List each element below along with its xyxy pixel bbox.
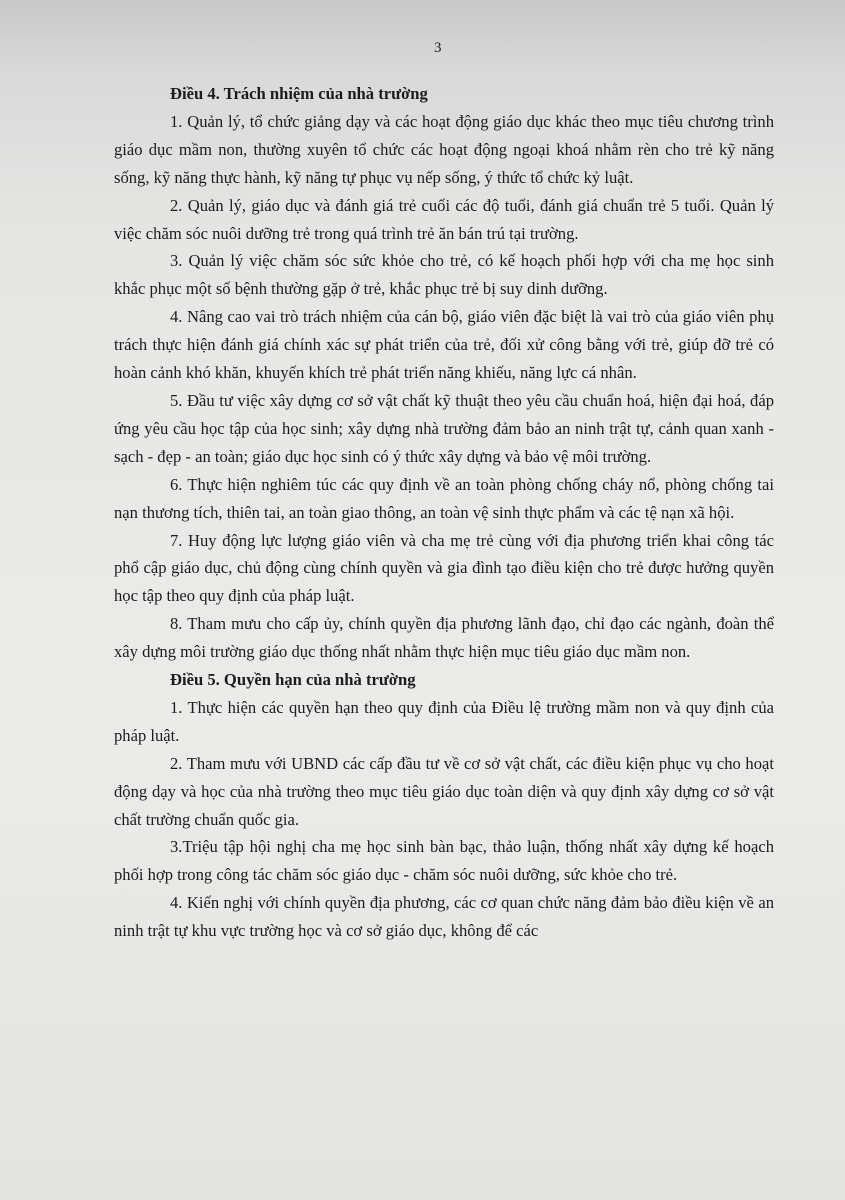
page-number: 3: [434, 40, 442, 56]
article-5-heading: Điều 5. Quyền hạn của nhà trường: [170, 670, 416, 690]
article-4-item-7: 7. Huy động lực lượng giáo viên và cha mẹ trẻ cùng với địa phương triển khai công tác phổ cập giáo dục, chủ động cùng chính quyền và gia đình tạo điều kiện cho trẻ được hưởng quyền học tập theo quy định của pháp luật.: [114, 530, 774, 606]
article-4-item-2: 2. Quản lý, giáo dục và đánh giá trẻ cuối các độ tuổi, đánh giá chuẩn trẻ 5 tuổi. Quản lý việc chăm sóc nuôi dưỡng trẻ trong quá trình trẻ ăn bán trú tại trường.: [114, 195, 774, 243]
document-body: [114, 80, 774, 945]
article-5: [114, 666, 774, 945]
article-5-item-1: 1. Thực hiện các quyền hạn theo quy định của Điều lệ trường mầm non và quy định của pháp luật.: [114, 697, 774, 745]
article-4-item-4: 4. Nâng cao vai trò trách nhiệm của cán bộ, giáo viên đặc biệt là vai trò của giáo viên phụ trách thực hiện đánh giá chính xác sự phát triển của trẻ, đối xử công bằng với trẻ, giúp đỡ trẻ có hoàn cảnh khó khăn, khuyến khích trẻ phát triển năng khiếu, năng lực cá nhân.: [114, 307, 774, 383]
article-4-item-6: 6. Thực hiện nghiêm túc các quy định về an toàn phòng chống cháy nổ, phòng chống tai nạn thương tích, thiên tai, an toàn giao thông, an toàn vệ sinh thực phẩm và các tệ nạn xã hội.: [114, 474, 774, 522]
article-4-item-1: 1. Quản lý, tổ chức giảng dạy và các hoạt động giáo dục khác theo mục tiêu chương trình giáo dục mầm non, thường xuyên tổ chức các hoạt động ngoại khoá nhằm rèn cho trẻ kỹ năng sống, kỹ năng thực hành, kỹ năng tự phục vụ nếp sống, ý thức tổ chức kỷ luật.: [114, 111, 774, 187]
article-4-item-3: 3. Quản lý việc chăm sóc sức khỏe cho trẻ, có kế hoạch phối hợp với cha mẹ học sinh khắc phục một số bệnh thường gặp ở trẻ, khắc phục trẻ bị suy dinh dưỡng.: [114, 251, 774, 299]
article-4-item-8: 8. Tham mưu cho cấp ủy, chính quyền địa phương lãnh đạo, chỉ đạo các ngành, đoàn thể xây dựng môi trường giáo dục thống nhất nhằm thực hiện mục tiêu giáo dục mầm non.: [114, 614, 774, 662]
article-5-item-2: 2. Tham mưu với UBND các cấp đầu tư về cơ sở vật chất, các điều kiện phục vụ cho hoạt động dạy và học của nhà trường theo mục tiêu giáo dục toàn diện và quy định xây dựng cơ sở vật chất trường chuẩn quốc gia.: [114, 753, 774, 829]
article-4-heading: Điều 4. Trách nhiệm của nhà trường: [170, 84, 428, 103]
article-4-item-5: 5. Đầu tư việc xây dựng cơ sở vật chất kỹ thuật theo yêu cầu chuẩn hoá, hiện đại hoá, đáp ứng yêu cầu học tập của học sinh; xây dựng nhà trường đảm bảo an ninh trật tự, cảnh quan xanh - sạch - đẹp - an toàn; giáo dục học sinh có ý thức xây dựng và bảo vệ môi trường.: [114, 390, 774, 466]
article-4: [114, 80, 774, 666]
article-5-item-3: 3.Triệu tập hội nghị cha mẹ học sinh bàn bạc, thảo luận, thống nhất xây dựng kế hoạch phối hợp trong công tác chăm sóc giáo dục - chăm sóc nuôi dưỡng, sức khỏe cho trẻ.: [114, 837, 774, 885]
article-5-item-4: 4. Kiến nghị với chính quyền địa phương, các cơ quan chức năng đảm bảo điều kiện về an ninh trật tự khu vực trường học và cơ sở giáo dục, không để các: [114, 893, 774, 941]
